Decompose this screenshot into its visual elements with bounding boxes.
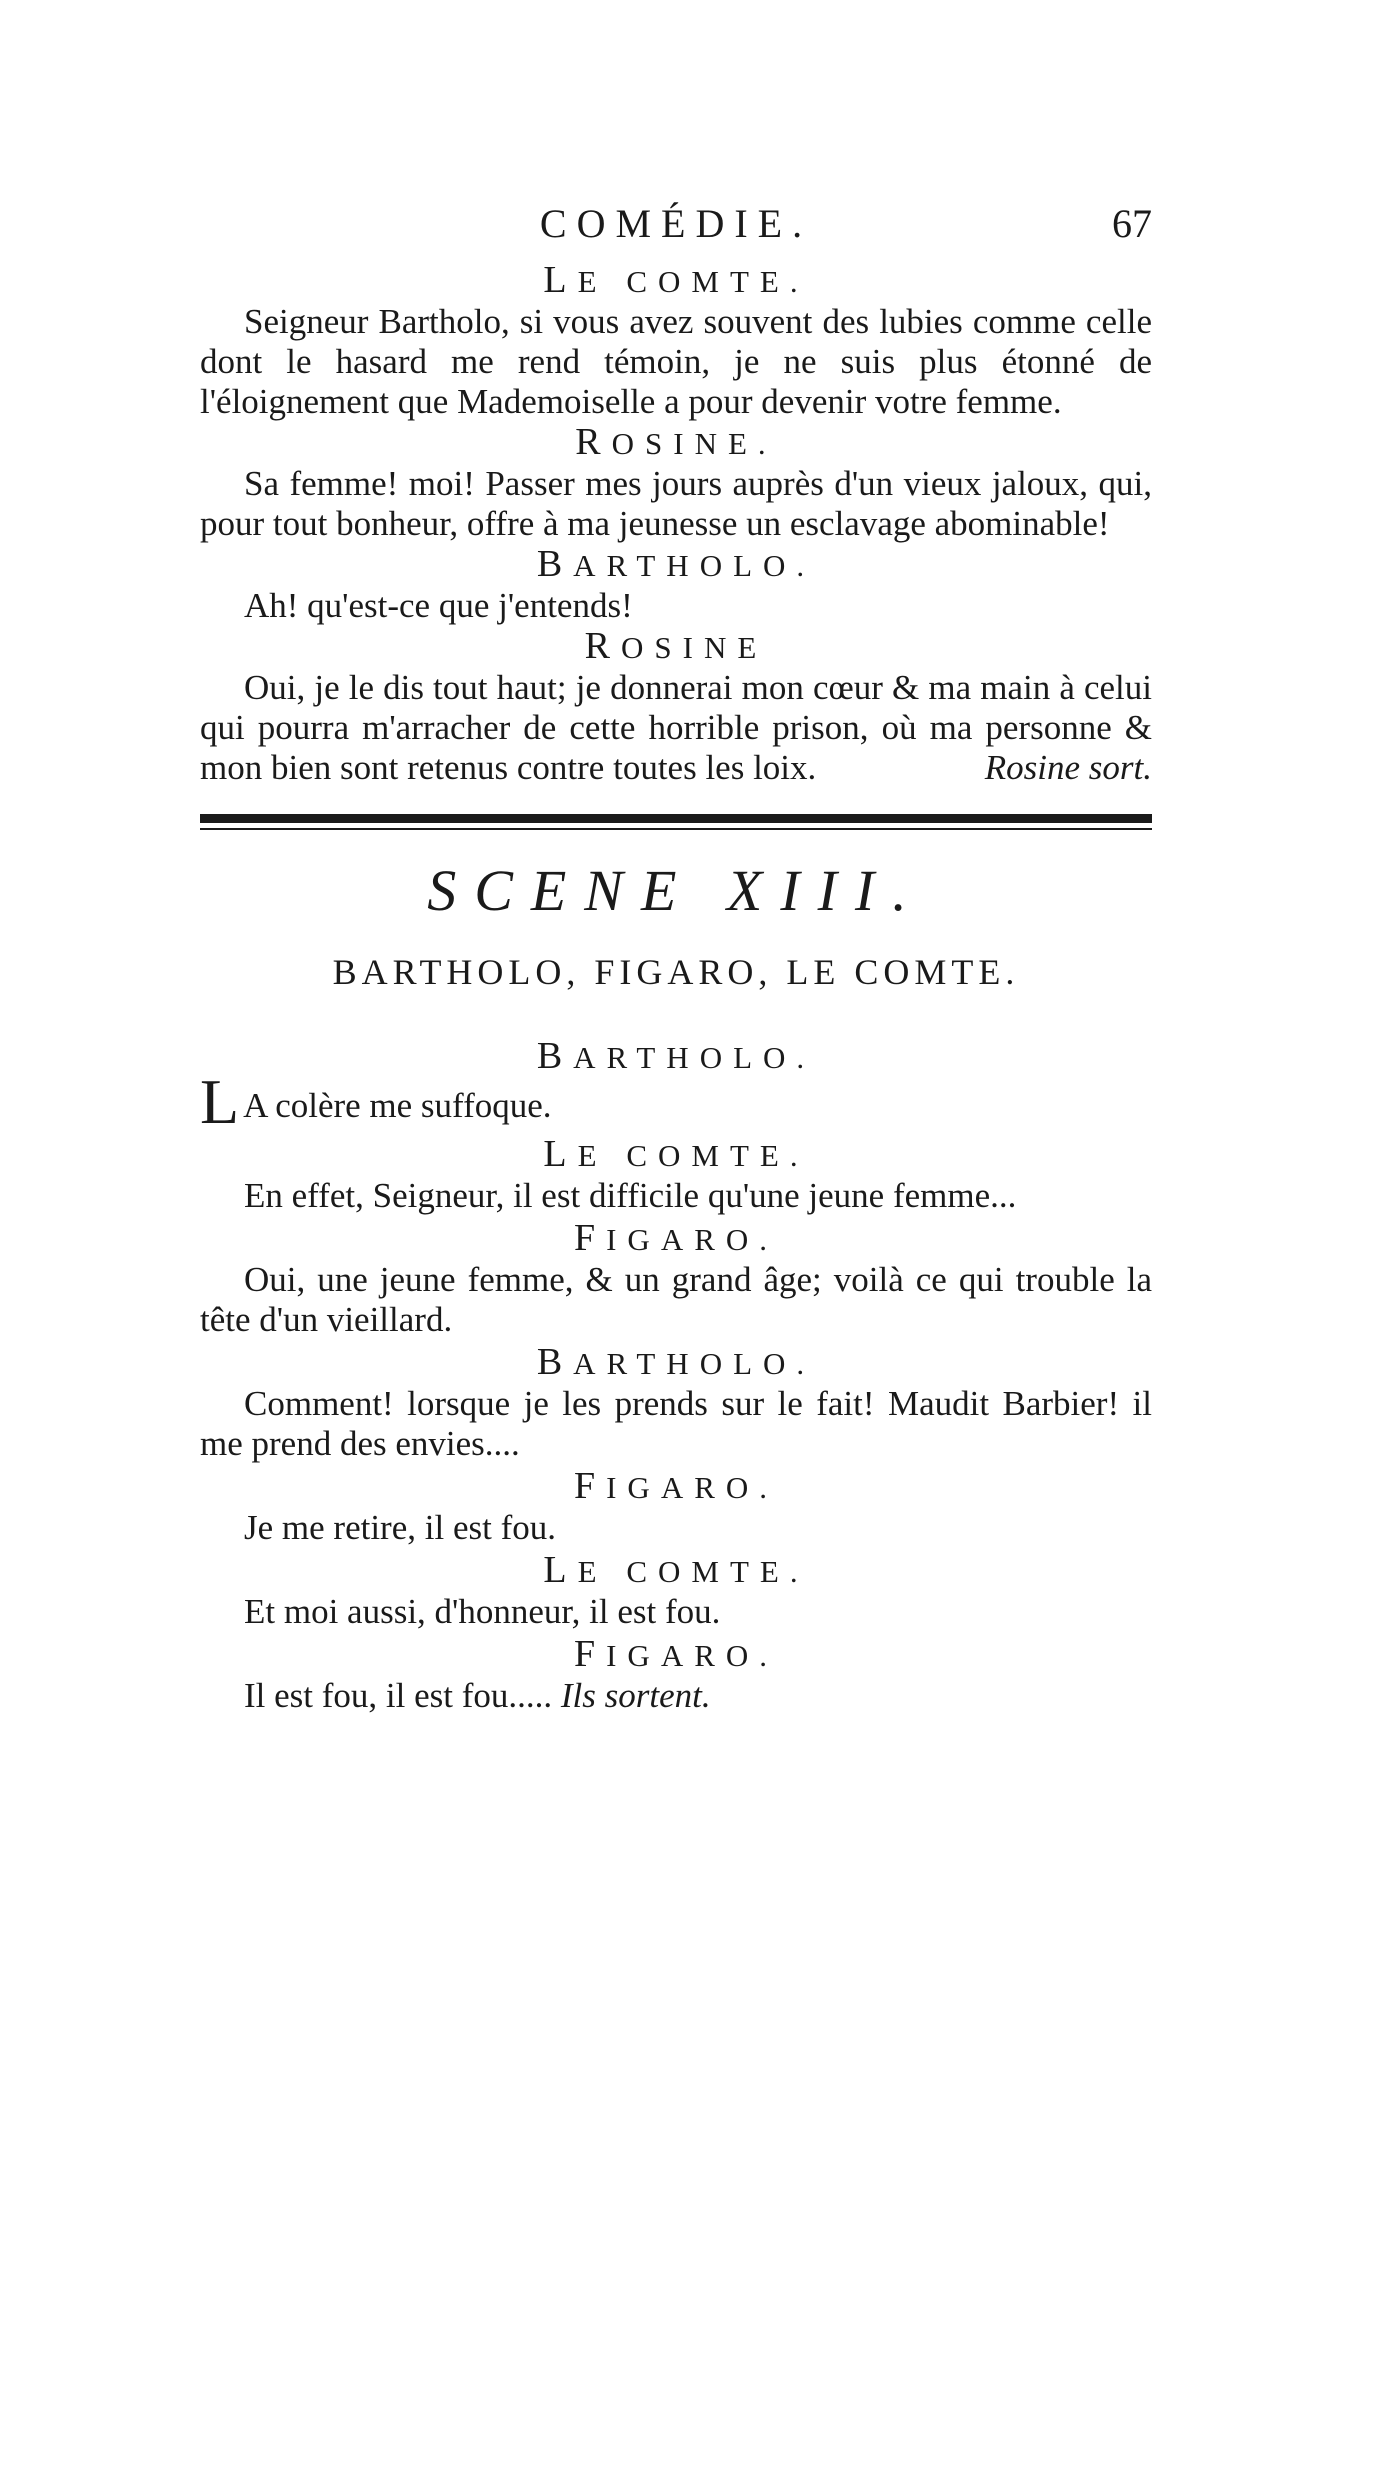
speaker-name: LE COMTE. [543,259,809,301]
speech-text: Et moi aussi, d'honneur, il est fou. [244,1592,721,1631]
dialogue-top [200,260,1152,788]
speaker-name: FIGARO. [573,1217,779,1259]
speech-text: Oui, je le dis tout haut; je donnerai mon cœur & ma main à celui qui pourra m'arracher de cette horrible prison, où ma personne & mon bien sont retenus contre toutes les loix. [200,668,1152,787]
speaker-name: FIGARO. [573,1465,779,1507]
speech-text: Oui, une jeune femme, & un grand âge; voilà ce qui trouble la tête d'un vieillard. [200,1260,1152,1339]
scene-title: SCENE XIII. [427,858,925,923]
stage-direction: Ils sortent. [560,1676,711,1715]
running-title: COMÉDIE. [539,201,813,246]
speech-text: Il est fou, il est fou..... [244,1676,553,1715]
speech-text: Seigneur Bartholo, si vous avez souvent des lubies comme celle dont le hasard me rend témoin, je ne suis plus étonné de l'éloignement que Mademoiselle a pour devenir votre femme. [200,302,1152,421]
section-divider [200,814,1152,830]
page-number: 67 [1112,201,1152,246]
drop-cap: L [200,1066,240,1137]
dialogue-bottom [200,1134,1152,1716]
scene-cast: BARTHOLO, FIGARO, LE COMTE. [332,952,1020,992]
speaker-name: LE COMTE. [543,1549,809,1591]
opening-line [200,1066,1152,1137]
speaker-name: BARTHOLO. [536,1035,816,1077]
speech-text: En effet, Seigneur, il est difficile qu'une jeune femme... [244,1176,1017,1215]
divider-thick-rule [200,814,1152,823]
speech-text: Sa femme! moi! Passer mes jours auprès d'un vieux jaloux, qui, pour tout bonheur, offre à ma jeunesse un esclavage abominable! [200,464,1152,543]
speech-block [200,668,1152,788]
speech-text: Comment! lorsque je les prends sur le fait! Maudit Barbier! il me prend des envies.... [200,1384,1152,1463]
speaker-name: LE COMTE. [543,1133,809,1175]
book-page [200,200,1152,1716]
speaker-name: BARTHOLO. [536,1341,816,1383]
speaker-name: FIGARO. [573,1633,779,1675]
speech-text: Je me retire, il est fou. [244,1508,556,1547]
stage-direction: Rosine sort. [984,748,1152,787]
divider-thin-rule [200,828,1152,830]
speech-text: A colère me suffoque. [243,1086,552,1125]
running-head [200,200,1152,260]
speaker-name: ROSINE [584,625,768,667]
speaker-name: BARTHOLO. [536,543,816,585]
speech-block [200,1676,1152,1716]
speaker-name: ROSINE. [575,421,777,463]
speech-text: Ah! qu'est-ce que j'entends! [244,586,633,625]
